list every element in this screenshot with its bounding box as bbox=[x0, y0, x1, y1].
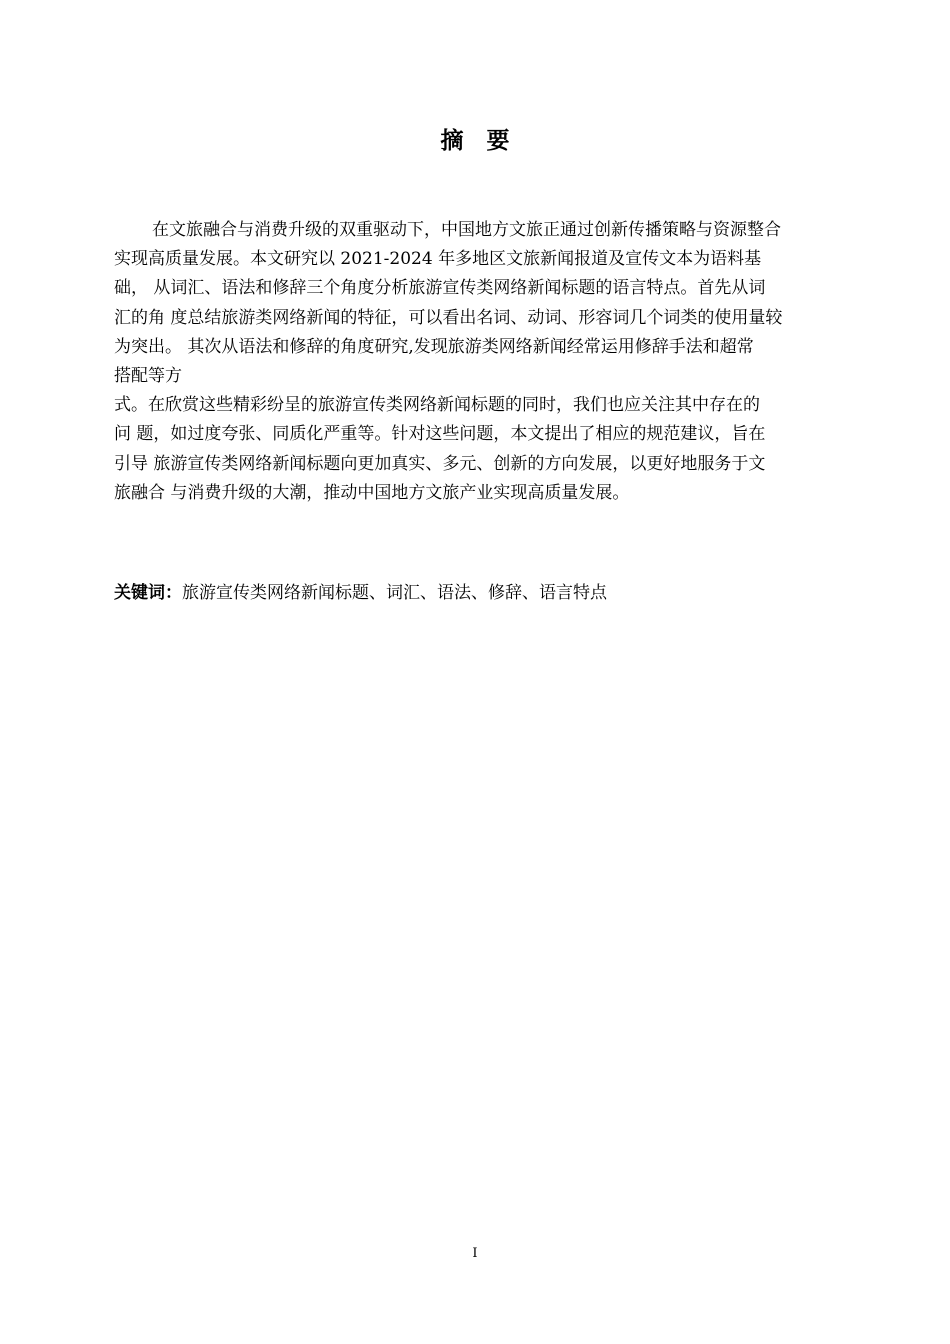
abstract-line-2: 实现高质量发展。本文研究以 2021-2024 年多地区文旅新闻报道及宣传文本为语料基 bbox=[114, 249, 762, 270]
abstract-line-9: 引导 旅游宣传类网络新闻标题向更加真实、多元、创新的方向发展，以更好地服务于文 bbox=[114, 453, 766, 474]
abstract-line-3: 础， 从词汇、语法和修辞三个角度分析旅游宣传类网络新闻标题的语言特点。首先从词 bbox=[114, 278, 766, 299]
keywords-text: 旅游宣传类网络新闻标题、词汇、语法、修辞、语言特点 bbox=[182, 583, 607, 603]
abstract-line-10: 旅融合 与消费升级的大潮，推动中国地方文旅产业实现高质量发展。 bbox=[114, 482, 630, 503]
abstract-body bbox=[114, 216, 854, 508]
abstract-line-6: 搭配等方 bbox=[114, 365, 182, 386]
abstract-line-7: 式。在欣赏这些精彩纷呈的旅游宣传类网络新闻标题的同时，我们也应关注其中存在的 bbox=[114, 395, 760, 416]
page-number: I bbox=[472, 1246, 478, 1261]
abstract-line-4: 汇的角 度总结旅游类网络新闻的特征，可以看出名词、动词、形容词几个词类的使用量较 bbox=[114, 307, 783, 328]
abstract-line-1: 在文旅融合与消费升级的双重驱动下，中国地方文旅正通过创新传播策略与资源整合 bbox=[152, 220, 781, 240]
abstract-title: 摘 要 bbox=[440, 128, 510, 154]
keywords-line bbox=[114, 581, 607, 605]
keywords-label: 关键词： bbox=[114, 583, 182, 603]
abstract-line-5: 为突出。 其次从语法和修辞的角度研究,发现旅游类网络新闻经常运用修辞手法和超常 bbox=[114, 336, 754, 357]
abstract-line-8: 问 题，如过度夸张、同质化严重等。针对这些问题，本文提出了相应的规范建议，旨在 bbox=[114, 424, 766, 445]
